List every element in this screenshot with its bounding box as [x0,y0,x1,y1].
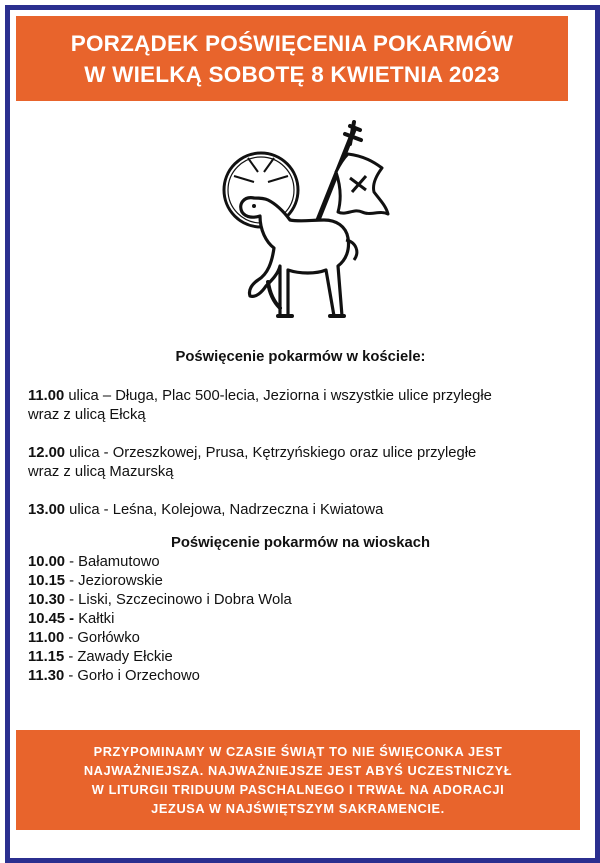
list-item [28,667,573,686]
church-entry [28,501,573,520]
list-item [28,648,573,667]
villages-list [28,553,573,686]
title-line-2: W WIELKĄ SOBOTĘ 8 KWIETNIA 2023 [84,61,500,87]
item-text: - Bałamutowo [65,554,160,570]
item-text: - Zawady Ełckie [64,649,173,665]
item-text: - Jeziorowskie [65,573,163,589]
villages-heading: Poświęcenie pokarmów na wioskach [170,535,431,551]
schedule-content [28,348,573,686]
item-time: 10.45 - [28,611,75,627]
item-time: 10.15 [28,573,66,589]
item-time: 11.30 [28,668,65,684]
reminder-banner [16,730,580,830]
list-item [28,553,573,572]
entry-time: 11.00 [28,388,65,404]
title-line-1: PORZĄDEK POŚWIĘCENIA POKARMÓW [70,30,514,56]
flag-icon [336,154,388,214]
title-banner [16,16,568,101]
item-time: 11.00 [28,630,65,646]
item-time: 10.00 [28,554,66,570]
reminder-line-4: JEZUSA W NAJŚWIĘTSZYM SAKRAMENCIE. [151,801,445,816]
item-time: 10.30 [28,592,66,608]
entry-time: 13.00 [28,502,66,518]
entry-text-cont: wraz z ulicą Mazurską [28,464,174,480]
item-text: - Liski, Szczecinowo i Dobra Wola [65,592,292,608]
church-heading: Poświęcenie pokarmów w kościele: [175,349,426,365]
reminder-line-2: NAJWAŻNIEJSZA. NAJWAŻNIEJSZE JEST ABYŚ UCZESTNICZYŁ [83,763,513,778]
item-text: - Gorło i Orzechowo [64,668,200,684]
list-item [28,591,573,610]
list-item [28,629,573,648]
item-text: - Gorłówko [64,630,140,646]
list-item [28,610,573,629]
entry-text: ulica - Leśna, Kolejowa, Nadrzeczna i Kwiatowa [65,502,384,518]
entry-time: 12.00 [28,445,66,461]
list-item [28,572,573,591]
reminder-line-1: PRZYPOMINAMY W CZASIE ŚWIĄT TO NIE ŚWIĘCONKA JEST [93,744,503,759]
paschal-lamb-illustration [214,120,404,325]
lamb-body-icon [241,198,349,316]
entry-text-cont: wraz z ulicą Ełcką [28,407,146,423]
church-entry [28,444,573,482]
entry-text: ulica - Orzeszkowej, Prusa, Kętrzyńskiego oraz ulice przyległe [65,445,477,461]
item-text: Kałtki [74,611,115,627]
item-time: 11.15 [28,649,65,665]
reminder-line-3: W LITURGII TRIDUUM PASCHALNEGO I TRWAŁ NA ADORACJI [91,782,505,797]
entry-text: ulica – Długa, Plac 500-lecia, Jeziorna i wszystkie ulice przyległe [64,388,492,404]
church-entry [28,387,573,425]
